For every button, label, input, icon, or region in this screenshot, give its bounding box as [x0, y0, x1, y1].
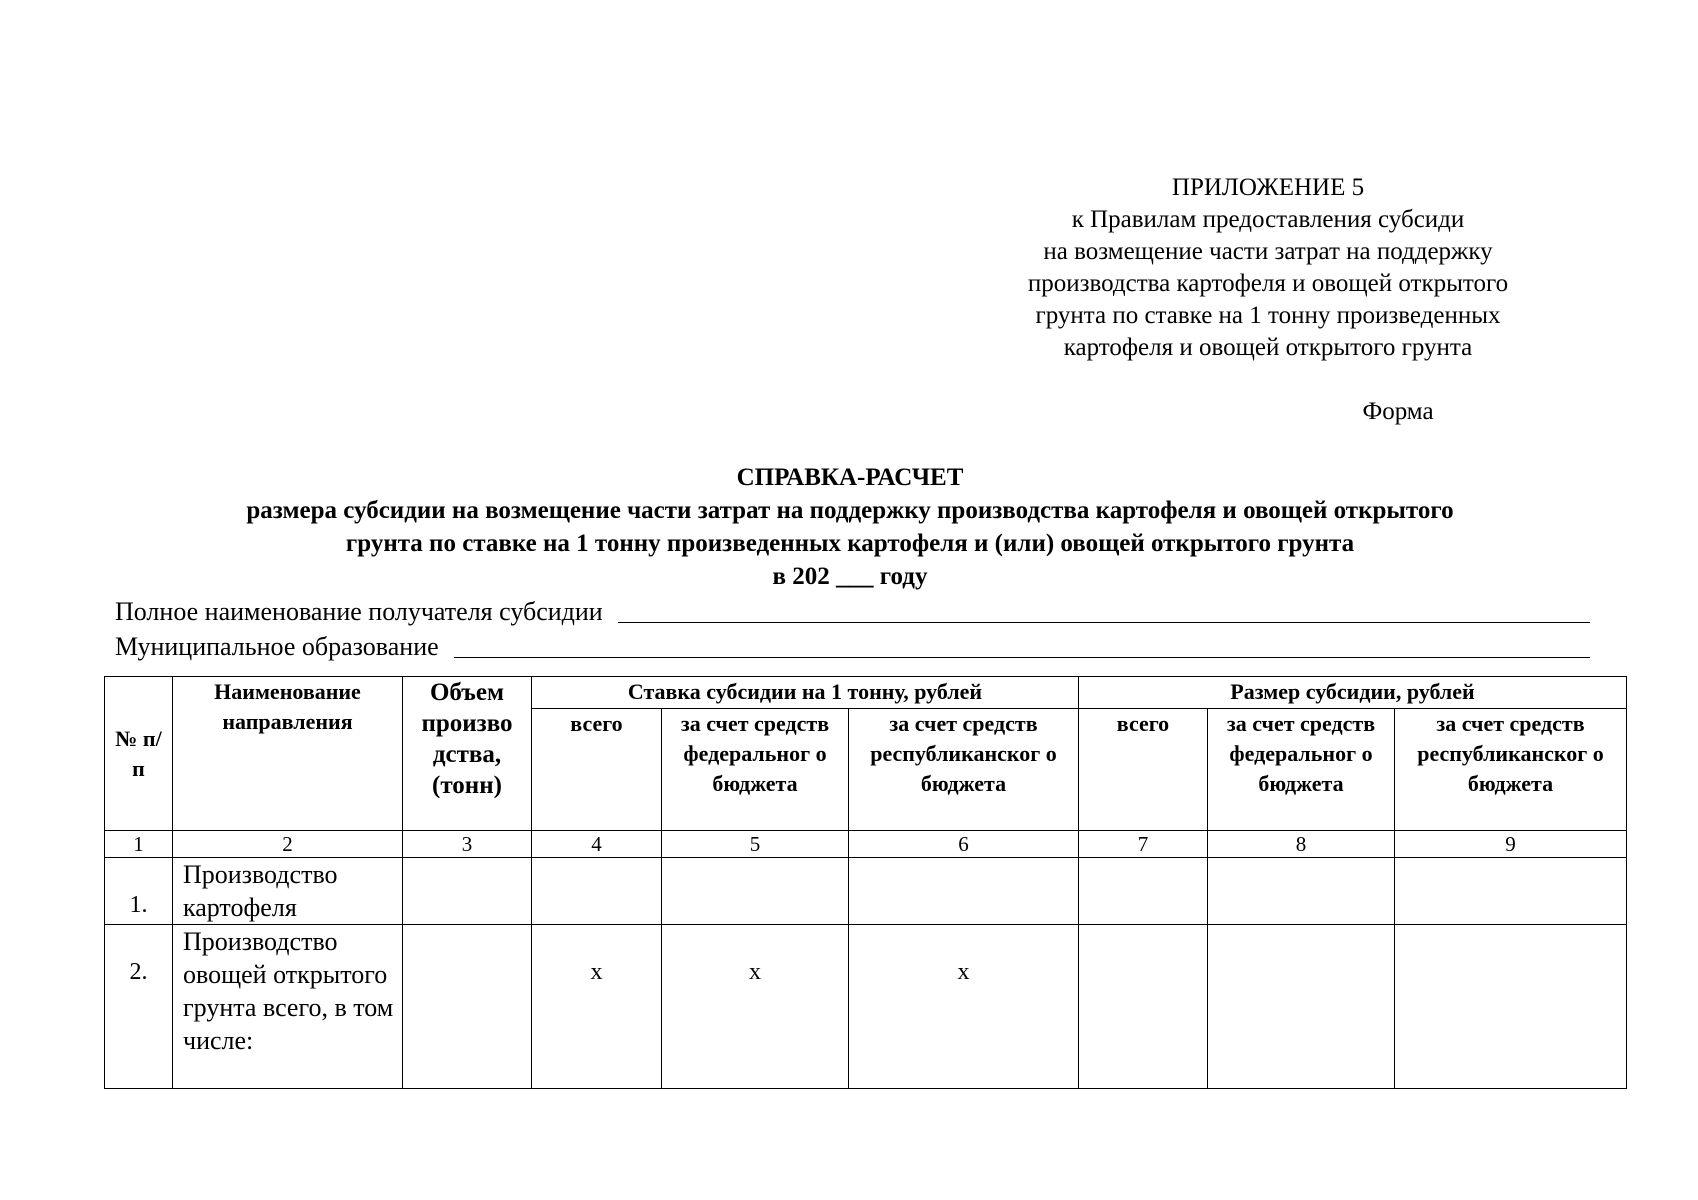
municipality-blank-line[interactable] — [454, 657, 1590, 658]
rate-republic-cell: х — [849, 925, 1079, 1089]
title-line: грунта по ставке на 1 тонну произведенных картофеля и (или) овощей открытого грунта — [345, 530, 1355, 557]
column-number: 6 — [849, 831, 1079, 858]
header-num: № п/п — [105, 677, 173, 831]
column-number: 3 — [403, 831, 532, 858]
form-label: Форма — [1362, 398, 1434, 425]
recipient-field — [115, 593, 1590, 626]
column-number-row — [105, 831, 1627, 858]
header-rate-republic: за счет средств республиканског о бюджета — [849, 709, 1079, 831]
column-number: 2 — [173, 831, 403, 858]
header-rate-federal: за счет средств федеральног о бюджета — [662, 709, 849, 831]
row-name: Производство овощей открытого грунта всего, в том числе: — [173, 925, 403, 1089]
column-number: 5 — [662, 831, 849, 858]
table-row — [105, 858, 1627, 925]
amount-total-cell[interactable] — [1079, 925, 1208, 1089]
title-line: размера субсидии на возмещение части затрат на поддержку производства картофеля и овощей открытого — [246, 497, 1454, 524]
subsidy-table — [104, 676, 1627, 1089]
amount-federal-cell[interactable] — [1208, 858, 1395, 925]
row-number: 1. — [105, 858, 173, 925]
rate-federal-cell: х — [662, 925, 849, 1089]
document-title — [100, 461, 1600, 593]
header-rate-total: всего — [532, 709, 662, 831]
rate-federal-cell[interactable] — [662, 858, 849, 925]
column-number: 8 — [1208, 831, 1395, 858]
header-name: Наименование направления — [173, 677, 403, 831]
row-number: 2. — [105, 925, 173, 1089]
rate-total-cell[interactable] — [532, 858, 662, 925]
table-row — [105, 925, 1627, 1089]
amount-republic-cell[interactable] — [1395, 925, 1627, 1089]
amount-federal-cell[interactable] — [1208, 925, 1395, 1089]
header-amount-republic: за счет средств республиканског о бюджета — [1395, 709, 1627, 831]
appendix-line: производства картофеля и овощей открытого — [1027, 270, 1509, 297]
amount-total-cell[interactable] — [1079, 858, 1208, 925]
header-amount-federal: за счет средств федеральног о бюджета — [1208, 709, 1395, 831]
header-row-1 — [105, 677, 1627, 709]
recipient-label: Полное наименование получателя субсидии — [115, 597, 603, 626]
rate-republic-cell[interactable] — [849, 858, 1079, 925]
appendix-line: на возмещение части затрат на поддержку — [1043, 238, 1493, 265]
amount-republic-cell[interactable] — [1395, 858, 1627, 925]
appendix-line: картофеля и овощей открытого грунта — [1063, 334, 1473, 361]
column-number: 7 — [1079, 831, 1208, 858]
municipality-field — [115, 628, 1590, 661]
volume-cell[interactable] — [403, 858, 532, 925]
header-rate-group: Ставка субсидии на 1 тонну, рублей — [532, 677, 1079, 709]
rate-total-cell: х — [532, 925, 662, 1089]
header-amount-group: Размер субсидии, рублей — [1079, 677, 1627, 709]
appendix-line: к Правилам предоставления субсиди — [1071, 206, 1465, 233]
column-number: 4 — [532, 831, 662, 858]
title-line: в 202 ___ году — [772, 563, 928, 590]
title-line: СПРАВКА-РАСЧЕТ — [736, 464, 964, 491]
appendix-line: ПРИЛОЖЕНИЕ 5 — [1171, 174, 1365, 201]
column-number: 1 — [105, 831, 173, 858]
row-name: Производство картофеля — [173, 858, 403, 925]
appendix-line: грунта по ставке на 1 тонну произведенных — [1035, 302, 1501, 329]
municipality-label: Муниципальное образование — [115, 632, 439, 661]
header-amount-total: всего — [1079, 709, 1208, 831]
header-volume: Объем произво дства, (тонн) — [403, 677, 532, 831]
column-number: 9 — [1395, 831, 1627, 858]
appendix-header — [968, 172, 1568, 364]
recipient-blank-line[interactable] — [618, 622, 1590, 623]
volume-cell[interactable] — [403, 925, 532, 1089]
